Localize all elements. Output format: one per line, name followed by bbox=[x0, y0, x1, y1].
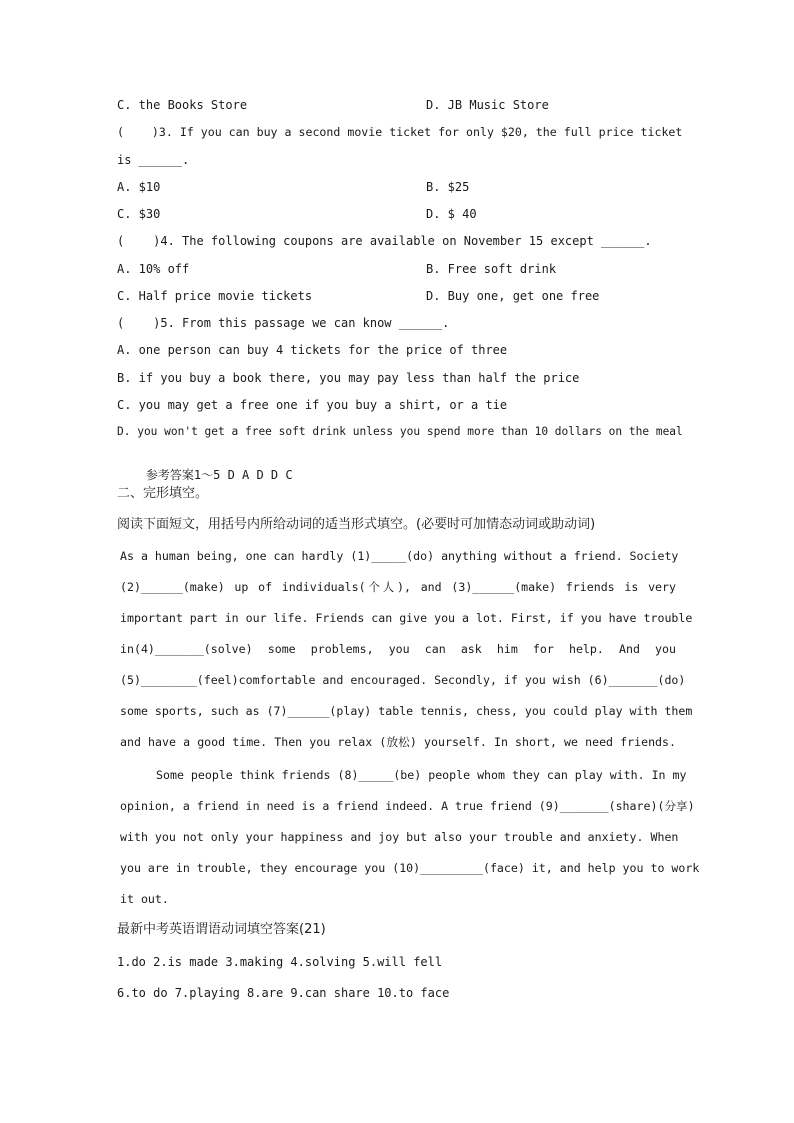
q3-stem: ( )3. If you can buy a second movie ticket for only $20, the full price ticket bbox=[117, 125, 683, 139]
passage-line: some sports, such as (7)______(play) table tennis, chess, you could play with them bbox=[120, 704, 693, 718]
q2-option-d: D. JB Music Store bbox=[426, 98, 549, 112]
q5-option-a: A. one person can buy 4 tickets for the price of three bbox=[117, 343, 508, 357]
answers-line-1: 1.do 2.is made 3.making 4.solving 5.will fell bbox=[117, 955, 443, 969]
passage-line: with you not only your happiness and joy but also your trouble and anxiety. When bbox=[120, 830, 679, 844]
passage-line: As a human being, one can hardly (1)_____(do) anything without a friend. Society bbox=[120, 549, 679, 563]
q4-option-a: A. 10% off bbox=[117, 262, 190, 276]
q5-option-d: D. you won't get a free soft drink unless you spend more than 10 dollars on the meal bbox=[117, 425, 683, 438]
q3-option-c: C. $30 bbox=[117, 207, 161, 221]
q4-stem: ( )4. The following coupons are available on November 15 except ______. bbox=[117, 234, 652, 248]
q3-stem-cont: is ______. bbox=[117, 153, 190, 167]
answers-line-2: 6.to do 7.playing 8.are 9.can share 10.to face bbox=[117, 986, 450, 1000]
q4-option-c: C. Half price movie tickets bbox=[117, 289, 313, 303]
section-instruction: 阅读下面短文，用括号内所给动词的适当形式填空。(必要时可加情态动词或助动词) bbox=[117, 517, 596, 532]
passage-line: important part in our life. Friends can give you a lot. First, if you have trouble bbox=[120, 611, 693, 625]
passage-line: opinion, a friend in need is a friend indeed. A true friend (9)_______(share)(分享) bbox=[120, 799, 695, 813]
answer-key-text: 参考答案1～5 D A D D C bbox=[145, 468, 293, 482]
q5-option-c: C. you may get a free one if you buy a shirt, or a tie bbox=[117, 398, 508, 412]
q4-option-b: B. Free soft drink bbox=[426, 262, 557, 276]
q5-option-b: B. if you buy a book there, you may pay less than half the price bbox=[117, 371, 580, 385]
answers-title: 最新中考英语谓语动词填空答案(21) bbox=[117, 922, 326, 937]
q4-option-d: D. Buy one, get one free bbox=[426, 289, 600, 303]
passage-line: you are in trouble, they encourage you (10)_________(face) it, and help you to work bbox=[120, 861, 700, 875]
q2-option-c: C. the Books Store bbox=[117, 98, 248, 112]
q3-option-b: B. $25 bbox=[426, 180, 470, 194]
passage-line: (5)________(feel)comfortable and encouraged. Secondly, if you wish (6)_______(do) bbox=[120, 673, 686, 687]
passage-line: Some people think friends (8)_____(be) people whom they can play with. In my bbox=[156, 768, 687, 782]
q3-option-a: A. $10 bbox=[117, 180, 161, 194]
passage-line: and have a good time. Then you relax (放松) yourself. In short, we need friends. bbox=[120, 735, 676, 749]
q3-option-d: D. $ 40 bbox=[426, 207, 477, 221]
q5-stem: ( )5. From this passage we can know ______. bbox=[117, 316, 450, 330]
passage-line: in(4)_______(solve) some problems, you can ask him for help. And you bbox=[120, 642, 676, 656]
passage-line: it out. bbox=[120, 892, 169, 906]
passage-line: (2)______(make) up of individuals(个人), and (3)______(make) friends is very bbox=[120, 580, 676, 594]
section-title: 二、完形填空。 bbox=[117, 486, 209, 501]
